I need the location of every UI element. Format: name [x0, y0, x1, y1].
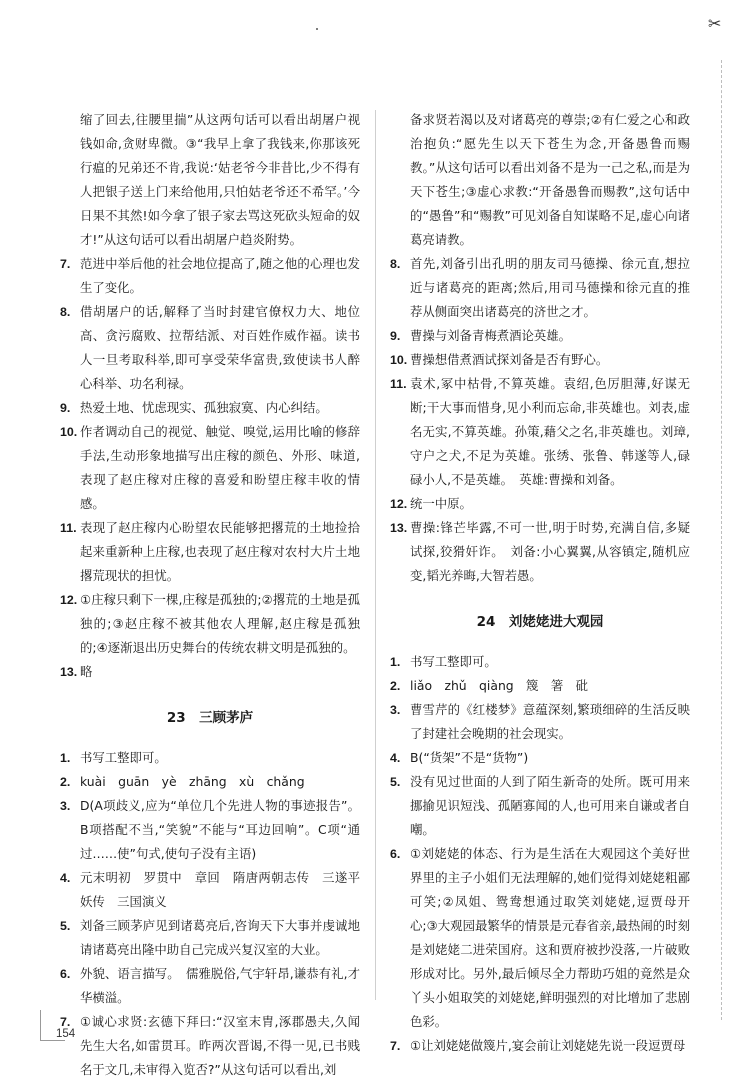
- answer-number: 4.: [60, 871, 71, 885]
- answers-24-list: [390, 650, 690, 1058]
- answer-text: ①庄稼只剩下一棵,庄稼是孤独的;②撂荒的土地是孤独的;③赵庄稼不被其他农人理解,赵庄稼是孤独的;④逐渐退出历史舞台的传统农耕文明是孤独的。: [80, 592, 360, 655]
- answer-text: liǎo zhǔ qiàng 篾 箸 砒: [410, 678, 589, 693]
- answer-number: 4.: [390, 751, 401, 765]
- answer-number: 13.: [390, 521, 408, 535]
- page-number: 154: [56, 1028, 76, 1040]
- answer-text: 没有见过世面的人到了陌生新奇的处所。既可用来挪揄见识短浅、孤陋寡闻的人,也可用来自谦或者自嘲。: [410, 774, 690, 837]
- cut-line: [721, 60, 722, 1020]
- answer-text: 范进中举后他的社会地位提高了,随之他的心理也发生了变化。: [80, 256, 360, 295]
- answer-text: 作者调动自己的视觉、触觉、嗅觉,运用比喻的修辞手法,生动形象地描写出庄稼的颜色、外形、味道,表现了赵庄稼对庄稼的喜爱和盼望庄稼丰收的情感。: [80, 424, 360, 511]
- scissors-icon: ✂: [708, 14, 722, 33]
- answer-text: 曹操:锋芒毕露,不可一世,明于时势,充满自信,多疑试探,狡猾奸诈。 刘备:小心翼翼,从容镇定,随机应变,韬光养晦,大智若愚。: [410, 520, 690, 583]
- answer-text: 袁术,冢中枯骨,不算英雄。袁绍,色厉胆薄,好谋无断;干大事而惜身,见小利而忘命,非英雄也。刘表,虚名无实,不算英雄。孙策,藉父之名,非英雄也。刘璋,守户之犬,不足为英雄。张绣、张鲁、韩遂等人,碌碌小人,不是英雄。 英雄:曹操和刘备。: [410, 376, 690, 487]
- answers-23-continued-list: [390, 252, 690, 588]
- answer-item: [390, 324, 690, 348]
- answer-item: [390, 746, 690, 770]
- answer-text: kuài guān yè zhāng xù chǎng: [80, 774, 305, 789]
- answer-text: B(“货架”不是“货物”): [410, 750, 529, 765]
- answer-text: 统一中原。: [410, 496, 472, 511]
- answer-item: [60, 746, 360, 770]
- answer-number: 11.: [390, 377, 407, 391]
- answer-text: 刘备三顾茅庐见到诸葛亮后,咨询天下大事并虔诚地请诸葛亮出隆中助自己完成兴复汉室的大业。: [80, 918, 360, 957]
- answer-text: 略: [80, 664, 93, 679]
- answer-item: [60, 660, 360, 684]
- answer-item: [390, 348, 690, 372]
- answers-22-list: [60, 252, 360, 684]
- top-mark: [316, 28, 318, 30]
- section-title-23: 23 三顾茅庐: [166, 710, 254, 726]
- answers-23-list: [60, 746, 360, 1082]
- answer-item: [60, 300, 360, 396]
- answer-number: 12.: [390, 497, 408, 511]
- answer-number: 1.: [390, 655, 401, 669]
- answer-text: 曹操与刘备青梅煮酒论英雄。: [410, 328, 572, 343]
- left-column: [60, 108, 360, 1082]
- answer-text: 书写工整即可。: [410, 654, 497, 669]
- answer-item: [60, 962, 360, 1010]
- answer-number: 5.: [60, 919, 71, 933]
- answer-number: 7.: [390, 1039, 401, 1053]
- answer-text: 热爱土地、忧虑现实、孤独寂寞、内心纠结。: [80, 400, 328, 415]
- answer-item: [60, 252, 360, 300]
- answer-number: 10.: [60, 425, 78, 439]
- answer-number: 9.: [60, 401, 71, 415]
- answer-number: 5.: [390, 775, 401, 789]
- answer-text: 借胡屠户的话,解释了当时封建官僚权力大、地位高、贪污腐败、拉帮结派、对百姓作威作福。读书人一旦考取科举,即可享受荣华富贵,致使读书人醉心科举、功名利禄。: [80, 304, 360, 391]
- answer-number: 12.: [60, 593, 78, 607]
- answer-number: 8.: [390, 257, 401, 271]
- answer-text: 外貌、语言描写。 儒雅脱俗,气宇轩昂,谦恭有礼,才华横溢。: [80, 966, 360, 1005]
- answer-item: [60, 794, 360, 866]
- answer-text: 书写工整即可。: [80, 750, 167, 765]
- answer-text: 元末明初 罗贯中 章回 隋唐两朝志传 三遂平妖传 三国演义: [80, 870, 360, 909]
- right-intro: [390, 108, 690, 252]
- answer-item: [390, 650, 690, 674]
- answer-number: 6.: [390, 847, 401, 861]
- answer-item: [390, 770, 690, 842]
- column-divider: [375, 110, 376, 1000]
- answer-number: 11.: [60, 521, 77, 535]
- answer-number: 9.: [390, 329, 401, 343]
- answer-number: 6.: [60, 967, 71, 981]
- answer-number: 3.: [60, 799, 71, 813]
- answer-text: ①诚心求贤:玄德下拜曰:“汉室末胄,涿郡愚夫,久闻先生大名,如雷贯耳。昨两次晋谒,不得一见,已书贱名于文几,未审得入览否?”从这句话可以看出,刘: [80, 1014, 360, 1077]
- answer-item: [390, 842, 690, 1034]
- continued-text: 缩了回去,往腰里揣”从这两句话可以看出胡屠户视钱如命,贪财卑微。③“我早上拿了我钱来,你那该死行瘟的兄弟还不肯,我说:‘姑老爷今非昔比,少不得有人把银子送上门来给他用,只怕姑老爷还不希罕。’今日果不其然!如今拿了银子家去骂这死砍头短命的奴才!”从这句话可以看出胡屠户趋炎附势。: [80, 112, 360, 247]
- answer-text: ①让刘姥姥做篾片,宴会前让刘姥姥先说一段逗贾母: [410, 1038, 686, 1053]
- answer-item: [60, 770, 360, 794]
- answer-number: 3.: [390, 703, 401, 717]
- answer-item: [60, 914, 360, 962]
- answer-number: 1.: [60, 751, 71, 765]
- answer-number: 2.: [390, 679, 401, 693]
- answer-number: 7.: [60, 1015, 71, 1029]
- answer-text: D(A项歧义,应为“单位几个先进人物的事迹报告”。B项搭配不当,“笑貌”不能与“耳边回响”。C项“通过……使”句式,使句子没有主语): [80, 798, 360, 861]
- answer-text: 首先,刘备引出孔明的朋友司马德操、徐元直,想拉近与诸葛亮的距离;然后,用司马德操和徐元直的推荐从侧面突出诸葛亮的济世之才。: [410, 256, 690, 319]
- answer-text: 表现了赵庄稼内心盼望农民能够把撂荒的土地捡拾起来重新种上庄稼,也表现了赵庄稼对农村大片土地撂荒现状的担忧。: [80, 520, 360, 583]
- answer-item: [60, 420, 360, 516]
- answer-number: 8.: [60, 305, 71, 319]
- answer-item: [60, 866, 360, 914]
- watermark-logo: [550, 1010, 740, 1080]
- answer-item: [390, 516, 690, 588]
- answer-item: [390, 372, 690, 492]
- continued-text: 备求贤若渴以及对诸葛亮的尊崇;②有仁爱之心和政治抱负:“愿先生以天下苍生为念,开备愚鲁而赐教。”从这句话可以看出刘备不是为一己之私,而是为天下苍生;③虚心求教:“开备愚鲁而赐教”,这句话中的“愚鲁”和“赐教”可见刘备自知谋略不足,虚心向诸葛亮请教。: [410, 112, 690, 247]
- answer-item: [390, 698, 690, 746]
- answer-item: [60, 396, 360, 420]
- answer-item: [60, 516, 360, 588]
- answer-number: 7.: [60, 257, 71, 271]
- answer-item: [390, 674, 690, 698]
- answer-text: 曹雪芹的《红楼梦》意蕴深刻,繁琐细碎的生活反映了封建社会晚期的社会现实。: [410, 702, 690, 741]
- right-column: [390, 108, 690, 1058]
- section-title-24: 24 刘姥姥进大观园: [476, 614, 604, 630]
- answer-item: [60, 588, 360, 660]
- answer-number: 13.: [60, 665, 78, 679]
- left-intro: [60, 108, 360, 252]
- answer-item: [60, 1010, 360, 1082]
- answer-item: [390, 252, 690, 324]
- answer-number: 2.: [60, 775, 71, 789]
- answer-text: 曹操想借煮酒试探刘备是否有野心。: [410, 352, 609, 367]
- answer-text: ①刘姥姥的体态、行为是生活在大观园这个美好世界里的主子小姐们无法理解的,她们觉得刘姥姥粗鄙可笑;②凤姐、鸳鸯想通过取笑刘姥姥,逗贾母开心;③大观园最繁华的情景是元春省亲,最热闹的时刻是刘姥姥二进荣国府。这和贾府被抄没落,一片破败形成对比。另外,最后倾尽全力帮助巧姐的竟然是众丫头小姐取笑的刘姥姥,鲜明强烈的对比增加了悲剧色彩。: [410, 846, 690, 1029]
- answer-item: [390, 492, 690, 516]
- answer-number: 10.: [390, 353, 408, 367]
